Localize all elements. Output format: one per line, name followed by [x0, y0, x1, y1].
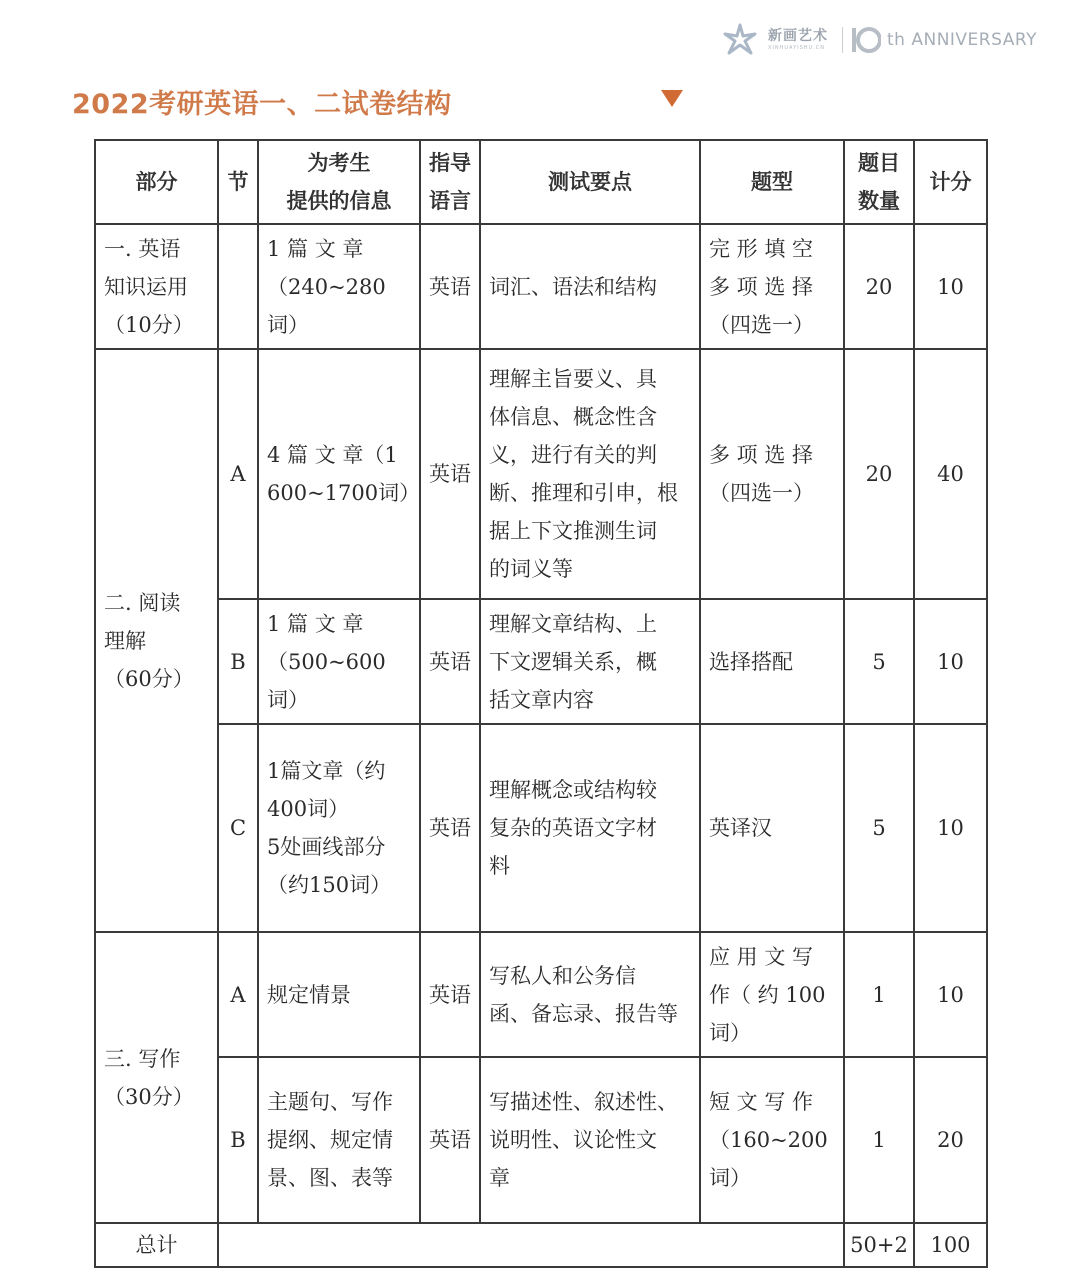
part-cell: 三. 写作 （30分） — [95, 932, 218, 1223]
brand-logo — [722, 20, 1037, 60]
info-cell: 主题句、写作 提纲、规定情 景、图、表等 — [258, 1057, 420, 1223]
part-cell: 一. 英语 知识运用 （10分） — [95, 224, 218, 349]
logo-chinese-name: 新画艺术 — [768, 28, 828, 44]
language-cell: 英语 — [420, 1057, 480, 1223]
header-part: 部分 — [95, 140, 218, 224]
language-cell: 英语 — [420, 224, 480, 349]
question-type-cell: 完 形 填 空 多 项 选 择 （四选一） — [700, 224, 844, 349]
language-cell: 英语 — [420, 724, 480, 932]
language-cell: 英语 — [420, 599, 480, 724]
score-cell: 10 — [914, 932, 987, 1057]
question-count-cell: 5 — [844, 724, 914, 932]
header-language: 指导 语言 — [420, 140, 480, 224]
triangle-marker-icon — [661, 90, 683, 107]
header-score: 计分 — [914, 140, 987, 224]
header-test-points: 测试要点 — [480, 140, 700, 224]
score-cell: 10 — [914, 224, 987, 349]
table-row — [95, 349, 987, 599]
header-question-type: 题型 — [700, 140, 844, 224]
question-type-cell: 选择搭配 — [700, 599, 844, 724]
anniversary-text: th ANNIVERSARY — [887, 30, 1037, 50]
table-row — [95, 724, 987, 932]
header-info: 为考生 提供的信息 — [258, 140, 420, 224]
info-cell: 1 篇 文 章 （500~600词） — [258, 599, 420, 724]
question-count-cell: 1 — [844, 1057, 914, 1223]
info-cell: 1 篇 文 章 （240~280词） — [258, 224, 420, 349]
test-points-cell: 理解文章结构、上 下文逻辑关系，概 括文章内容 — [480, 599, 700, 724]
total-empty-cell — [218, 1223, 844, 1267]
table-row — [95, 599, 987, 724]
total-row — [95, 1223, 987, 1267]
star-logo-icon — [722, 22, 758, 58]
table-row — [95, 932, 987, 1057]
section-cell: A — [218, 932, 258, 1057]
question-type-cell: 短 文 写 作 （160~200 词） — [700, 1057, 844, 1223]
question-type-cell: 多 项 选 择 （四选一） — [700, 349, 844, 599]
exam-structure-table — [94, 139, 988, 1268]
total-count: 50+2 — [844, 1223, 914, 1267]
total-label: 总计 — [95, 1223, 218, 1267]
info-cell: 4 篇 文 章（1 600~1700词） — [258, 349, 420, 599]
test-points-cell: 理解概念或结构较 复杂的英语文字材 料 — [480, 724, 700, 932]
logo-divider — [842, 27, 843, 53]
info-cell: 规定情景 — [258, 932, 420, 1057]
question-count-cell: 20 — [844, 224, 914, 349]
header-section: 节 — [218, 140, 258, 224]
part-cell: 二. 阅读 理解 （60分） — [95, 349, 218, 932]
question-count-cell: 5 — [844, 599, 914, 724]
total-score: 100 — [914, 1223, 987, 1267]
language-cell: 英语 — [420, 349, 480, 599]
table-header-row — [95, 140, 987, 224]
question-type-cell: 英译汉 — [700, 724, 844, 932]
score-cell: 20 — [914, 1057, 987, 1223]
section-cell — [218, 224, 258, 349]
test-points-cell: 词汇、语法和结构 — [480, 224, 700, 349]
section-cell: B — [218, 599, 258, 724]
score-cell: 40 — [914, 349, 987, 599]
test-points-cell: 理解主旨要义、具 体信息、概念性含 义，进行有关的判 断、推理和引申，根 据上下文推测生词 的词义等 — [480, 349, 700, 599]
language-cell: 英语 — [420, 932, 480, 1057]
score-cell: 10 — [914, 599, 987, 724]
section-cell: A — [218, 349, 258, 599]
question-count-cell: 1 — [844, 932, 914, 1057]
section-cell: C — [218, 724, 258, 932]
ten-anniversary-icon — [851, 26, 881, 54]
question-type-cell: 应 用 文 写 作（ 约 100 词） — [700, 932, 844, 1057]
info-cell: 1篇文章（约 400词） 5处画线部分 （约150词） — [258, 724, 420, 932]
page-title: 2022考研英语一、二试卷结构 — [72, 89, 452, 120]
header-question-count: 题目 数量 — [844, 140, 914, 224]
question-count-cell: 20 — [844, 349, 914, 599]
logo-english-name: XINHUAYISHU.CN — [768, 45, 826, 51]
table-row — [95, 224, 987, 349]
test-points-cell: 写私人和公务信 函、备忘录、报告等 — [480, 932, 700, 1057]
score-cell: 10 — [914, 724, 987, 932]
test-points-cell: 写描述性、叙述性、 说明性、议论性文 章 — [480, 1057, 700, 1223]
section-cell: B — [218, 1057, 258, 1223]
table-row — [95, 1057, 987, 1223]
